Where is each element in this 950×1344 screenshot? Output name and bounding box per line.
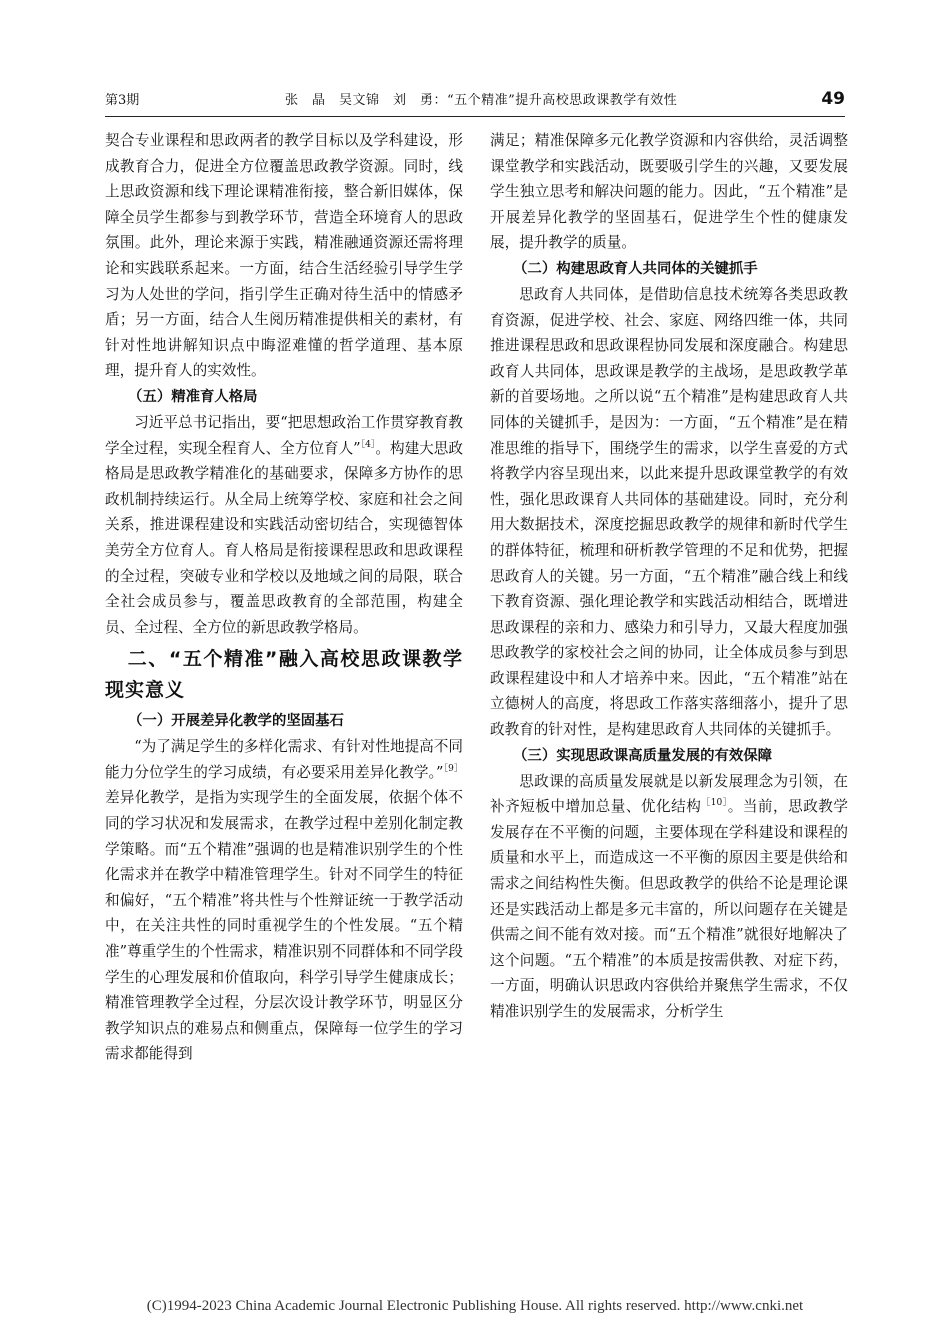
paragraph-text: 差异化教学，是指为实现学生的全面发展，依据个体不同的学习状况和发展需求，在教学过程中差别化制定教学策略。而“五个精准”强调的也是精准识别学生的个性化需求并在教学中精准管理学生。针对不同学生的特征和偏好，“五个精准”将共性与个性辩证统一于教学活动中，在关注共性的同时重视学生的个性发展。“五个精准”尊重学生的个性需求，精准识别不同群体和不同学段学生的心理发展和价值取向，科学引导学生健康成长；精准管理教学全过程，分层次设计教学环节，明显区分教学知识点的难易点和侧重点，保障每一位学生的学习需求都能得到	[105, 789, 463, 1063]
paragraph	[105, 410, 463, 640]
subsection-heading: （三）实现思政课高质量发展的有效保障	[513, 747, 773, 764]
paragraph-text: 。当前，思政教学发展存在不平衡的问题，主要体现在学科建设和课程的质量和水平上，而造成这一不平衡的原因主要是供给和需求之间结构性失衡。但思政教学的供给不论是理论课还是实践活动上都是多元丰富的，所以问题存在关键是供需之间不能有效对接。而“五个精准”就很好地解决了这个问题。“五个精准”的本质是按需供教、对症下药，一方面，明确认识思政内容供给并聚焦学生需求，不仅精准识别学生的发展需求，分析学生	[490, 798, 848, 1020]
paragraph	[105, 734, 463, 1067]
paragraph: 契合专业课程和思政两者的教学目标以及学科建设，形成教育合力，促进全方位覆盖思政教学资源。同时，线上思政资源和线下理论课精准衔接，整合新旧媒体，保障全员学生都参与到教学环节，营造全环境育人的思政氛围。此外，理论来源于实践，精准融通资源还需将理论和实践联系起来。一方面，结合生活经验引导学生学习为人处世的学问，指引学生正确对待生活中的情感矛盾；另一方面，结合人生阅历精准提供相关的素材，有针对性地讲解知识点中晦涩难懂的哲学道理、基本原理，提升育人的实效性。	[105, 132, 463, 380]
paragraph	[490, 769, 848, 1025]
paragraph: 满足；精准保障多元化教学资源和内容供给，灵活调整课堂教学和实践活动，既要吸引学生的兴趣，又要发展学生独立思考和解决问题的能力。因此，“五个精准”是开展差异化教学的坚固基石，促进学生个性的健康发展，提升教学的质量。	[490, 132, 848, 252]
subsection-heading: （一）开展差异化教学的坚固基石	[128, 713, 344, 730]
citation-ref: ［4］	[360, 439, 376, 450]
paragraph-text: “为了满足学生的多样化需求、有针对性地提高不同能力分位学生的学习成绩，有必要采用差异化教学。”	[105, 738, 463, 781]
paragraph-text: 思政课的高质量发展就是以新发展理念为引领，在补齐短板中增加总量、优化结构	[490, 772, 848, 816]
left-column	[105, 128, 463, 1067]
section-heading: 二、“五个精准”融入高校思政课教学现实意义	[105, 648, 463, 702]
copyright-footer: (C)1994-2023 China Academic Journal Electronic Publishing House. All rights reserved. http://www.cnki.net	[146, 1298, 804, 1314]
paragraph-text: 。构建大思政格局是思政教学精准化的基础要求，保障多方协作的思政机制持续运行。从全局上统筹学校、家庭和社会之间关系，推进课程建设和实践活动密切结合，实现德智体美劳全方位育人。育人格局是衔接课程思政和思政课程的全过程，突破专业和学校以及地域之间的局限，联合全社会成员参与，覆盖思政教育的全部范围，构建全员、全过程、全方位的新思政教学格局。	[105, 439, 463, 636]
citation-ref: ［9］	[443, 764, 463, 775]
paragraph: 思政育人共同体，是借助信息技术统筹各类思政教育资源，促进学校、社会、家庭、网络四维一体，共同推进课程思政和思政课程协同发展和深度融合。构建思政育人共同体，思政课是教学的主战场，是思政教学革新的首要场地。之所以说“五个精准”是构建思政育人共同体的关键抓手，是因为：一方面，“五个精准”是在精准思维的指导下，围绕学生的需求，以学生喜爱的方式将教学内容呈现出来，以此来提升思政课堂教学的有效性，强化思政课育人共同体的基础建设。同时，充分利用大数据技术，深度挖掘思政教学的规律和新时代学生的群体特征，梳理和研析教学管理的不足和优势，把握思政育人的关键。另一方面，“五个精准”融合线上和线下教育资源、强化理论教学和实践活动相结合，既增进思政课程的亲和力、感染力和引导力，又最大程度加强思政教学的家校社会之间的协同，让全体成员参与到思政课程建设中和人才培养中来。因此，“五个精准”站在立德树人的高度，将思政工作落实落细落小，提升了思政教育的针对性，是构建思政育人共同体的关键抓手。	[490, 285, 848, 739]
issue-label: 第3期	[105, 93, 140, 108]
right-column	[490, 128, 848, 1025]
running-header	[105, 90, 845, 117]
paragraph-text: 习近平总书记指出，要“把思想政治工作贯穿教育教学全过程，实现全程育人、全方位育人”	[105, 413, 463, 457]
subsection-heading: （二）构建思政育人共同体的关键抓手	[513, 260, 758, 277]
page-number: 49	[821, 89, 845, 109]
running-title: 张 晶 吴文锦 刘 勇：“五个精准”提升高校思政课教学有效性	[285, 93, 678, 108]
subsection-heading: （五）精准育人格局	[128, 388, 258, 405]
citation-ref: ［10］	[701, 798, 728, 809]
